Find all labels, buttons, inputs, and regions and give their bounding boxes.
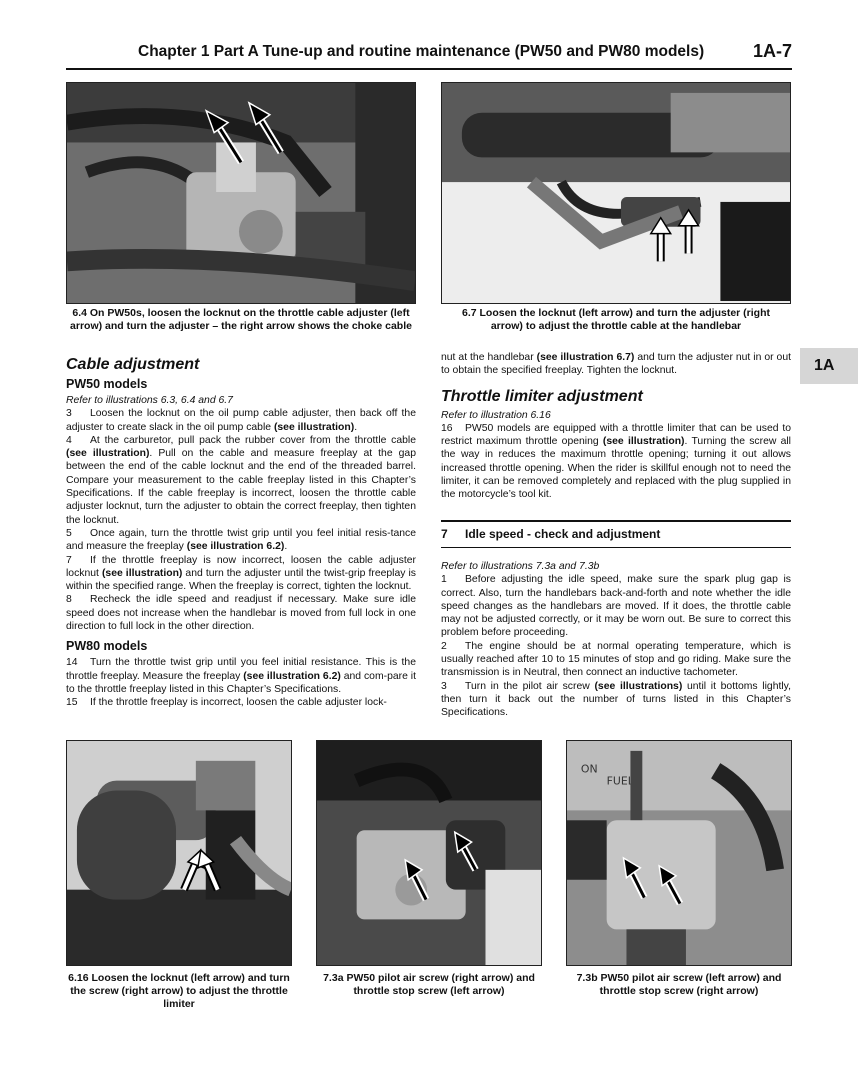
paragraph-7-3: 3 Turn in the pilot air screw (see illustrations) until it bottoms lightly, then turn it back out the number of turns listed in this Chapter’s Specifications. — [441, 680, 791, 719]
photo-6-16 — [66, 740, 292, 966]
reference-note: Refer to illustrations 7.3a and 7.3b — [441, 560, 600, 572]
paragraph-5: 5 Once again, turn the throttle twist grip until you feel initial resis-tance and measure the freeplay (see illustration 6.2). — [66, 527, 416, 553]
reference-note: Refer to illustrations 6.3, 6.4 and 6.7 — [66, 395, 233, 406]
photo-6-7 — [441, 82, 791, 304]
paragraph-15: 15 If the throttle freeplay is incorrect, loosen the cable adjuster lock- — [66, 697, 387, 709]
section-7-heading: 7 Idle speed - check and adjustment — [441, 520, 791, 548]
paragraph-8: 8 Recheck the idle speed and readjust if necessary. Make sure idle speed does not increase when the handlebar is moved from full lock in one direction to full lock in the other direction. — [66, 594, 416, 633]
caption-7-3b: 7.3b PW50 pilot air screw (left arrow) and throttle stop screw (right arrow) — [576, 972, 782, 997]
left-column — [66, 355, 416, 710]
right-column — [441, 351, 791, 720]
paragraph-7-2: 2 The engine should be at normal operating temperature, which is usually reached after 10 to 15 minutes of stop and go riding. Make sure the transmission is in Neutral, then connect an inductive tachometer. — [441, 640, 791, 679]
subheading-pw80: PW80 models — [66, 639, 148, 654]
chapter-title: Chapter 1 Part A Tune-up and routine maintenance (PW50 and PW80 models) — [138, 43, 705, 60]
paragraph-14: 14 Turn the throttle twist grip until you feel initial resistance. This is the throttle freeplay. Measure the freeplay (see illustration 6.2) and com-pare it to the throttle freeplay listed in this Chapter’s Specifications. — [66, 657, 416, 695]
caption-6-7: 6.7 Loosen the locknut (left arrow) and turn the adjuster (right arrow) to adjust the throttle cable at the handlebar — [461, 307, 771, 332]
pilot-air-screw-photo-a — [317, 741, 541, 965]
pilot-air-screw-photo-b — [567, 741, 791, 965]
chapter-tab: 1A — [800, 348, 858, 384]
carburetor-photo — [67, 83, 415, 303]
paragraph-4: 4 At the carburetor, pull pack the rubber cover from the throttle cable (see illustration). Pull on the cable and measure freeplay at the gap between the end of the cable locknut and the end of the threaded barrel. Compare your measurement to the cable freeplay listed in this Chapter’s Specifications. If the cable freeplay is incorrect, loosen the throttle cable adjuster locknut, turn the adjuster to obtain the correct freeplay, then tighten the locknut. — [66, 434, 416, 526]
paragraph-7: 7 If the throttle freeplay is now incorrect, loosen the cable adjuster locknut (see illustration) and turn the adjuster until the twist-grip freeplay is within the specified range. When the freeplay is correct, tighten the locknut. — [66, 554, 416, 593]
fuel-tap-label-on: ON — [580, 762, 598, 776]
fuel-tap-label: FUEL — [606, 774, 634, 788]
throttle-limiter-photo — [67, 741, 291, 965]
photo-6-4 — [66, 82, 416, 304]
handlebar-photo — [442, 83, 790, 303]
caption-7-3a: 7.3a PW50 pilot air screw (right arrow) and throttle stop screw (left arrow) — [323, 972, 535, 997]
subheading-pw50: PW50 models — [66, 377, 148, 391]
photo-7-3a — [316, 740, 542, 966]
paragraph-7-1: 1 Before adjusting the idle speed, make sure the spark plug gap is correct. Also, turn the handlebars back-and-forth and note whether the idle speed changes as the handlebars are moved. If it does, the throttle cable may not be adjusted correctly, or it may be worn out. Be sure to correct this problem before proceeding. — [441, 574, 791, 639]
caption-6-16: 6.16 Loosen the locknut (left arrow) and turn the screw (right arrow) to adjust the throttle limiter — [68, 972, 290, 1010]
paragraph-3: 3 Loosen the locknut on the oil pump cable adjuster, then back off the adjuster to create slack in the oil pump cable (see illustration). — [66, 408, 416, 433]
paragraph-15-continued: nut at the handlebar (see illustration 6.7) and turn the adjuster nut in or out to obtain the specified freeplay. Tighten the locknut. — [441, 352, 791, 377]
photo-7-3b — [566, 740, 792, 966]
heading-throttle-limiter: Throttle limiter adjustment — [441, 387, 643, 405]
heading-cable-adjustment: Cable adjustment — [66, 356, 200, 373]
caption-6-4: 6.4 On PW50s, loosen the locknut on the throttle cable adjuster (left arrow) and turn the adjuster – the right arrow shows the choke cable — [70, 307, 412, 332]
page-number: 1A-7 — [752, 41, 792, 61]
paragraph-16: 16 PW50 models are equipped with a throttle limiter that can be used to restrict maximum throttle opening (see illustration). Turning the screw all the way in reduces the maximum throttle opening; turning it out allows increased throttle opening. When the rider is skillful enough not to need the limiter, it can be removed completely and replaced with the plug supplied in the motorcycle’s tool kit. — [441, 422, 791, 501]
reference-note: Refer to illustration 6.16 — [441, 409, 551, 421]
page-header — [66, 40, 792, 70]
